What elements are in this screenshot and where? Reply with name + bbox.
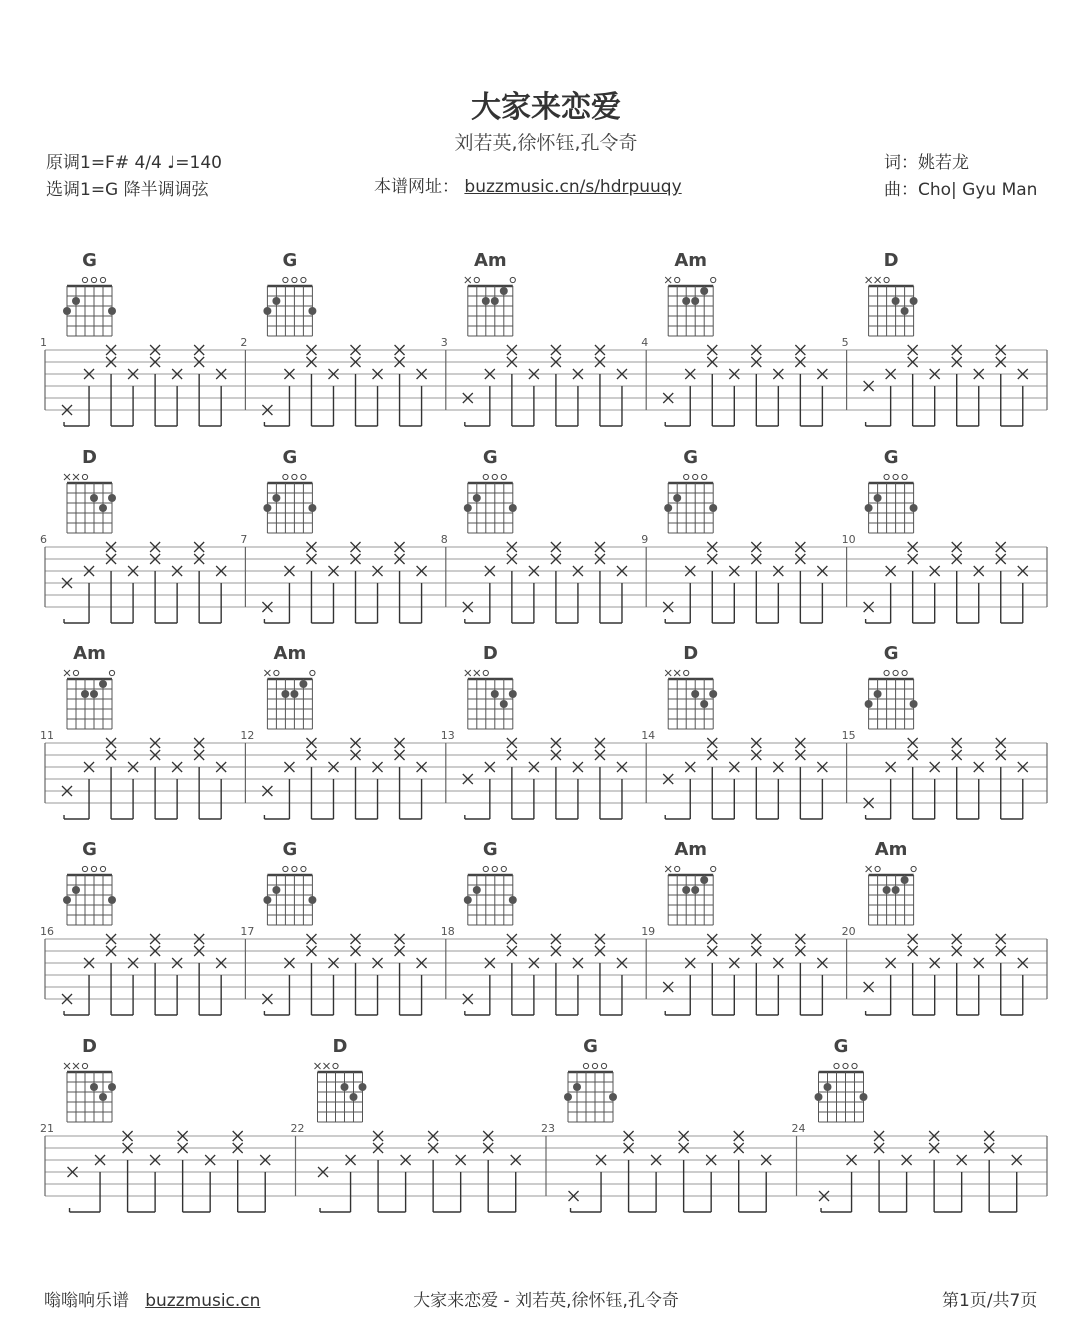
finger-dot [491,297,499,305]
muted-string-marker [465,670,471,676]
chord-name: D [883,250,899,271]
open-string-marker [292,474,297,479]
open-string-marker [884,277,889,282]
finger-dot [272,886,280,894]
finger-dot [865,504,873,512]
capo-info: 选调1=G 降半调调弦 [46,180,209,200]
measure-number: 1 [40,336,47,349]
muted-string-marker [866,866,872,872]
muted-string-marker [665,670,671,676]
finger-dot [464,896,472,904]
open-string-marker [852,1063,857,1068]
open-string-marker [492,866,497,871]
finger-dot [691,690,699,698]
footer-site-link[interactable]: buzzmusic.cn [145,1291,261,1311]
chord-name: G [482,447,498,468]
open-string-marker [601,1063,606,1068]
open-string-marker [91,866,96,871]
chord-name: Am [674,250,708,271]
footer-title: 大家来恋爱 - 刘若英,徐怀钰,孔令奇 [413,1291,679,1311]
finger-dot [90,494,98,502]
key-info: 原调1=F# 4/4 ♩=140 [46,153,222,173]
finger-dot [263,504,271,512]
finger-dot [509,896,517,904]
finger-dot [509,690,517,698]
open-string-marker [911,866,916,871]
chord-name: G [282,839,298,860]
finger-dot [272,297,280,305]
chord-name: D [683,643,699,664]
measure-number: 13 [440,729,455,742]
open-string-marker [283,277,288,282]
chord-name: G [82,250,97,271]
finger-dot [874,690,882,698]
finger-dot [99,504,107,512]
finger-dot [473,886,481,894]
finger-dot [500,287,508,295]
finger-dot [81,690,89,698]
finger-dot [609,1093,617,1101]
chord-name: G [282,447,298,468]
score-url-link[interactable]: buzzmusic.cn/s/hdrpuuqy [464,177,682,197]
finger-dot [281,690,289,698]
finger-dot [910,297,918,305]
open-string-marker [501,866,506,871]
open-string-marker [283,474,288,479]
finger-dot [673,494,681,502]
muted-string-marker [674,670,680,676]
finger-dot [883,886,891,894]
open-string-marker [82,474,87,479]
open-string-marker [510,277,515,282]
finger-dot [709,504,717,512]
finger-dot [491,690,499,698]
muted-string-marker [64,474,70,480]
finger-dot [860,1093,868,1101]
chord-name: D [482,643,498,664]
artist: 刘若英,徐怀钰,孔令奇 [454,132,638,154]
measure-number: 11 [40,729,54,742]
measure-number: 23 [541,1122,555,1135]
finger-dot [500,700,508,708]
chord-name: G [883,643,899,664]
measure-number: 10 [841,533,856,546]
measure-number: 7 [240,533,248,546]
finger-dot [72,297,80,305]
finger-dot [299,680,307,688]
finger-dot [359,1083,367,1091]
open-string-marker [711,277,716,282]
open-string-marker [501,474,506,479]
finger-dot [341,1083,349,1091]
finger-dot [892,886,900,894]
finger-dot [865,700,873,708]
measure-number: 14 [641,729,656,742]
finger-dot [90,690,98,698]
url-label: 本谱网址： [374,177,459,197]
measure-number: 24 [791,1122,806,1135]
finger-dot [482,297,490,305]
chord-name: G [82,839,97,860]
finger-dot [573,1083,581,1091]
chord-name: G [282,250,298,271]
muted-string-marker [665,277,671,283]
open-string-marker [283,866,288,871]
open-string-marker [474,277,479,282]
finger-dot [90,1083,98,1091]
chord-name: Am [874,839,908,860]
chord-name: Am [73,643,106,664]
finger-dot [509,504,517,512]
finger-dot [63,307,71,315]
muted-string-marker [866,277,872,283]
finger-dot [815,1093,823,1101]
measure-number: 21 [40,1122,54,1135]
song-title: 大家来恋爱 [471,90,621,125]
measure-number: 19 [641,925,656,938]
footer-site-name: 嗡嗡响乐谱 [44,1291,129,1311]
open-string-marker [292,866,297,871]
measure-number: 22 [290,1122,305,1135]
finger-dot [308,896,316,904]
open-string-marker [675,277,680,282]
finger-dot [910,504,918,512]
open-string-marker [675,866,680,871]
finger-dot [901,307,909,315]
chord-name: Am [674,839,708,860]
finger-dot [700,700,708,708]
open-string-marker [301,866,306,871]
muted-string-marker [264,670,270,676]
chord-name: Am [273,643,307,664]
finger-dot [564,1093,572,1101]
finger-dot [108,1083,116,1091]
finger-dot [99,1093,107,1101]
muted-string-marker [64,670,70,676]
open-string-marker [893,670,898,675]
finger-dot [350,1093,358,1101]
finger-dot [63,896,71,904]
finger-dot [72,886,80,894]
muted-string-marker [64,1063,70,1069]
finger-dot [290,690,298,698]
measure-number: 2 [240,336,248,349]
open-string-marker [583,1063,588,1068]
open-string-marker [492,474,497,479]
measure-number: 17 [240,925,255,938]
open-string-marker [301,474,306,479]
open-string-marker [483,670,488,675]
open-string-marker [592,1063,597,1068]
finger-dot [108,307,116,315]
finger-dot [682,886,690,894]
open-string-marker [301,277,306,282]
finger-dot [464,504,472,512]
muted-string-marker [73,1063,79,1069]
measure-number: 3 [440,336,448,349]
measure-number: 9 [641,533,649,546]
measure-number: 16 [40,925,54,938]
composer: 曲：Cho| Gyu Man [884,180,1038,200]
measure-number: 20 [841,925,856,938]
open-string-marker [292,277,297,282]
chord-name: G [883,447,899,468]
open-string-marker [100,866,105,871]
muted-string-marker [474,670,480,676]
finger-dot [263,307,271,315]
measure-number: 8 [440,533,448,546]
open-string-marker [73,670,78,675]
measure-number: 12 [240,729,255,742]
finger-dot [691,297,699,305]
open-string-marker [274,670,279,675]
muted-string-marker [73,474,79,480]
finger-dot [308,504,316,512]
footer-page: 第1页/共7页 [942,1291,1038,1311]
finger-dot [108,494,116,502]
open-string-marker [902,670,907,675]
open-string-marker [310,670,315,675]
finger-dot [700,287,708,295]
chord-name: G [482,839,498,860]
finger-dot [910,700,918,708]
finger-dot [901,876,909,884]
measure-number: 4 [641,336,649,349]
open-string-marker [884,670,889,675]
open-string-marker [333,1063,338,1068]
finger-dot [682,297,690,305]
open-string-marker [82,866,87,871]
lyricist: 词：姚若龙 [884,153,969,173]
finger-dot [99,680,107,688]
finger-dot [824,1083,832,1091]
finger-dot [272,494,280,502]
open-string-marker [483,474,488,479]
chord-name: G [583,1036,598,1057]
open-string-marker [82,277,87,282]
open-string-marker [684,474,689,479]
measure-number: 6 [40,533,47,546]
open-string-marker [91,277,96,282]
open-string-marker [902,474,907,479]
open-string-marker [109,670,114,675]
muted-string-marker [324,1063,330,1069]
open-string-marker [834,1063,839,1068]
open-string-marker [711,866,716,871]
chord-name: Am [473,250,507,271]
finger-dot [473,494,481,502]
measure-number: 5 [841,336,849,349]
finger-dot [664,504,672,512]
finger-dot [691,886,699,894]
finger-dot [263,896,271,904]
open-string-marker [483,866,488,871]
muted-string-marker [465,277,471,283]
open-string-marker [100,277,105,282]
open-string-marker [843,1063,848,1068]
open-string-marker [702,474,707,479]
finger-dot [700,876,708,884]
open-string-marker [684,670,689,675]
muted-string-marker [875,277,881,283]
chord-name: G [833,1036,849,1057]
open-string-marker [693,474,698,479]
chord-name: G [683,447,699,468]
muted-string-marker [665,866,671,872]
muted-string-marker [315,1063,321,1069]
finger-dot [892,297,900,305]
chord-name: D [82,447,97,468]
open-string-marker [884,474,889,479]
finger-dot [308,307,316,315]
finger-dot [874,494,882,502]
open-string-marker [82,1063,87,1068]
measure-number: 15 [841,729,856,742]
chord-name: D [332,1036,348,1057]
finger-dot [108,896,116,904]
chord-name: D [82,1036,97,1057]
open-string-marker [893,474,898,479]
measure-number: 18 [440,925,455,938]
open-string-marker [875,866,880,871]
finger-dot [709,690,717,698]
